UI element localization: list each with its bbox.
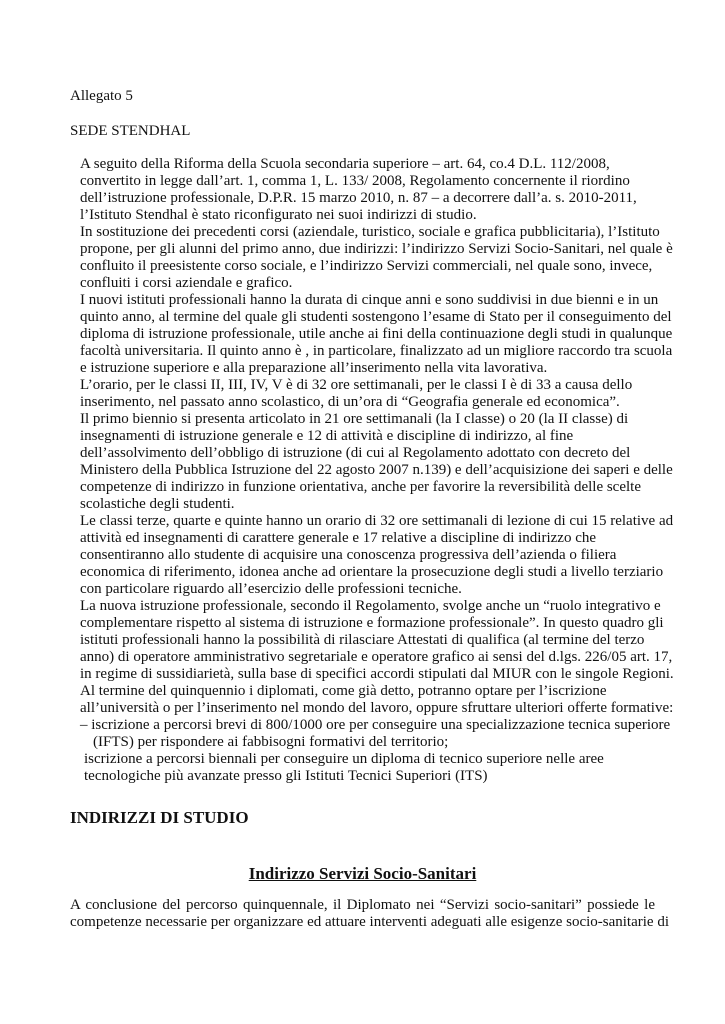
text-line: in regime di sussidiarietà, sulla base di specifici accordi stipulati dal MIUR con le singole Regioni. — [80, 666, 674, 682]
text-line: Al termine del quinquennio i diplomati, come già detto, potranno optare per l’iscrizione — [80, 683, 607, 699]
text-line: attività ed insegnamenti di carattere generale e 17 relative a discipline di indirizzo che — [80, 530, 597, 546]
allegato-label: Allegato 5 — [70, 88, 133, 104]
paragraph-line: A conclusione del percorso quinquennale, il Diplomato nei “Servizi socio-sanitari” possiede le — [70, 897, 655, 913]
text-line: propone, per gli alunni del primo anno, due indirizzi: l’indirizzo Servizi Socio-Sanitari, nel quale è — [80, 241, 673, 257]
text-line: facoltà universitaria. Il quinto anno è , in particolare, finalizzato ad un migliore raccordo tra scuola — [80, 343, 673, 359]
text-line: diploma di istruzione professionale, utile anche ai fini della continuazione degli studi in qualunque — [80, 326, 673, 342]
text-line: tecnologiche più avanzate presso gli Istituti Tecnici Superiori (ITS) — [84, 768, 488, 784]
text-line: L’orario, per le classi II, III, IV, V è di 32 ore settimanali, per le classi I è di 33 a causa dello — [80, 377, 633, 393]
text-line: La nuova istruzione professionale, secondo il Regolamento, svolge anche un “ruolo integrativo e — [80, 598, 661, 614]
list-item-dash: – iscrizione a percorsi brevi di 800/1000 ore per conseguire una specializzazione tecnica superiore — [80, 717, 671, 733]
text-line: confluiti i corsi aziendale e grafico. — [80, 275, 293, 291]
text-line: all’università o per l’inserimento nel mondo del lavoro, oppure sfruttare ulteriori offerte formative: — [80, 700, 674, 716]
text-line: convertito in legge dall’art. 1, comma 1, L. 133/ 2008, Regolamento concernente il riordino — [80, 173, 630, 189]
text-line: inserimento, nel passato anno scolastico, di un’ora di “Geografia generale ed economica”. — [80, 394, 620, 410]
text-line: dell’assolvimento dell’obbligo di istruzione (di cui al Regolamento adottato con decreto del — [80, 445, 631, 461]
text-line: dell’istruzione professionale, D.P.R. 15 marzo 2010, n. 87 – a decorrere dall’a. s. 2010-2011, — [80, 190, 637, 206]
text-line: complementare rispetto al sistema di istruzione e formazione professionale”. In questo quadro gli — [80, 615, 664, 631]
text-line: confluito il preesistente corso sociale, e l’indirizzo Servizi commerciali, nel quale sono, invece, — [80, 258, 653, 274]
text-line: Il primo biennio si presenta articolato in 21 ore settimanali (la I classe) o 20 (la II classe) di — [80, 411, 629, 427]
subsection-title: Indirizzo Servizi Socio-Sanitari — [248, 864, 477, 883]
text-line: istituti professionali hanno la possibilità di rilasciare Attestati di qualifica (al termine del terzo — [80, 632, 645, 648]
text-line: quinto anno, al termine del quale gli studenti sostengono l’esame di Stato per il conseguimento del — [80, 309, 672, 325]
paragraph-line: competenze necessarie per organizzare ed attuare interventi adeguati alle esigenze socio-sanitarie di — [70, 914, 669, 930]
text-line: e istruzione superiore e alla preparazione all’inserimento nella vita lavorativa. — [80, 360, 548, 376]
text-line: A seguito della Riforma della Scuola secondaria superiore – art. 64, co.4 D.L. 112/2008, — [80, 156, 610, 172]
text-line: I nuovi istituti professionali hanno la durata di cinque anni e sono suddivisi in due bienni e in un — [80, 292, 659, 308]
text-line: economica di riferimento, idonea anche ad orientare la prosecuzione degli studi a livello terziario — [80, 564, 664, 580]
text-line: Le classi terze, quarte e quinte hanno un orario di 32 ore settimanali di lezione di cui 15 relative ad — [80, 513, 674, 529]
text-line: consentiranno allo studente di acquisire una conoscenza progressiva dell’azienda o filiera — [80, 547, 617, 563]
text-line: competenze di indirizzo in funzione orientativa, anche per favorire la reversibilità delle scelte — [80, 479, 641, 495]
section-title: INDIRIZZI DI STUDIO — [70, 808, 249, 827]
text-line: scolastiche degli studenti. — [80, 496, 235, 512]
text-line: con particolare riguardo all’esercizio delle professioni tecniche. — [80, 581, 462, 597]
sede-label: SEDE STENDHAL — [70, 123, 191, 139]
text-line: In sostituzione dei precedenti corsi (aziendale, turistico, sociale e grafica pubblicitaria), l’Istituto — [80, 224, 660, 240]
text-line: l’Istituto Stendhal è stato riconfigurato nei suoi indirizzi di studio. — [80, 207, 477, 223]
text-line: anno) di operatore amministrativo segretariale e operatore grafico ai sensi del d.lgs. 226/05 art. 17, — [80, 649, 673, 665]
text-line: Ministero della Pubblica Istruzione del 22 agosto 2007 n.139) e dell’acquisizione dei saperi e delle — [80, 462, 673, 478]
text-line: (IFTS) per rispondere ai fabbisogni formativi del territorio; — [93, 734, 449, 750]
text-line: insegnamenti di istruzione generale e 12 di attività e discipline di indirizzo, al fine — [80, 428, 574, 444]
list-item: iscrizione a percorsi biennali per conseguire un diploma di tecnico superiore nelle aree — [84, 751, 604, 767]
